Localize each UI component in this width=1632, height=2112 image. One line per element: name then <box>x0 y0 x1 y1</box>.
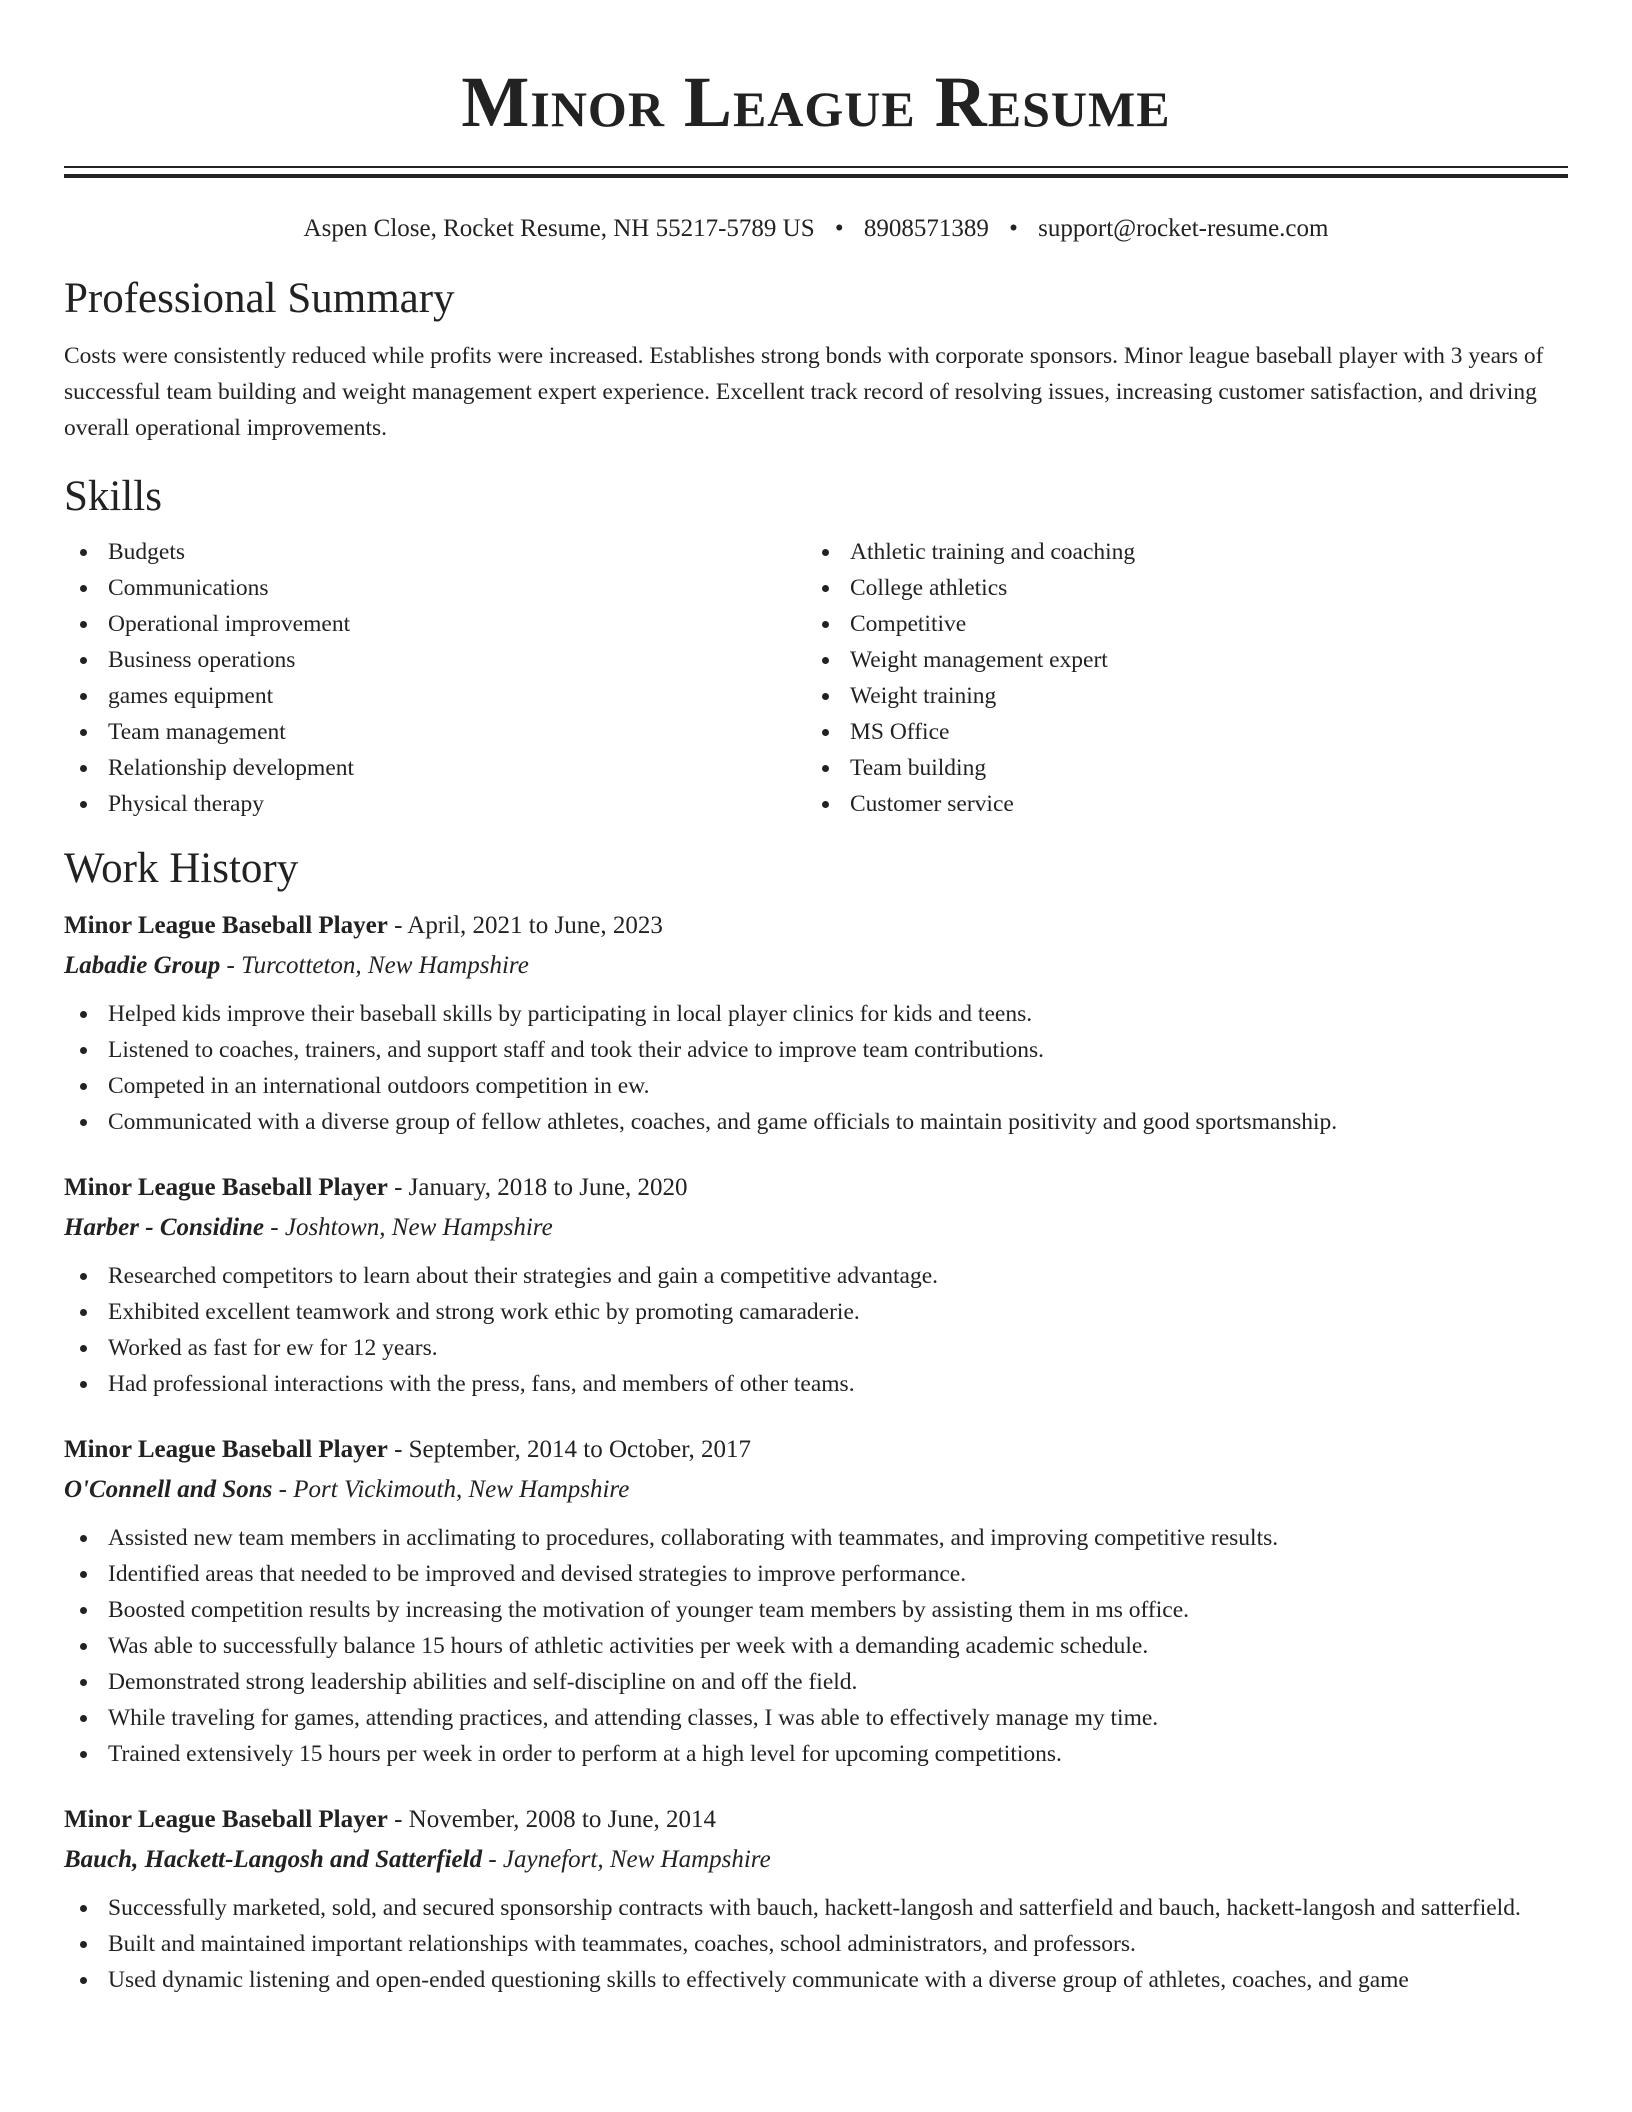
job-dates: - September, 2014 to October, 2017 <box>387 1436 752 1463</box>
job-bullet: Demonstrated strong leadership abilities and self-discipline on and off the field. <box>64 1664 1568 1700</box>
employer-line <box>64 1842 1568 1878</box>
job-company: O'Connell and Sons <box>64 1476 273 1503</box>
skill-item: Weight training <box>806 678 1548 714</box>
job-location: - Turcotteton, New Hampshire <box>220 952 529 979</box>
skill-item: Communications <box>64 570 806 606</box>
contact-email: support@rocket-resume.com <box>1038 215 1329 242</box>
job-bullet: Assisted new team members in acclimating to procedures, collaborating with teammates, and improving competitive results. <box>64 1520 1568 1556</box>
employer-line <box>64 1210 1568 1246</box>
skills-list <box>64 534 1568 822</box>
job-dates: - January, 2018 to June, 2020 <box>387 1174 688 1201</box>
skill-item: College athletics <box>806 570 1548 606</box>
job-bullet: Trained extensively 15 hours per week in order to perform at a high level for upcoming competitions. <box>64 1736 1568 1772</box>
job-company: Labadie Group <box>64 952 221 979</box>
skill-item: Operational improvement <box>64 606 806 642</box>
job-bullet: Boosted competition results by increasing the motivation of younger team members by assisting them in ms office. <box>64 1592 1568 1628</box>
section-heading-skills: Skills <box>64 473 162 520</box>
job-title-line <box>64 1170 1568 1206</box>
job-dates: - April, 2021 to June, 2023 <box>387 912 663 939</box>
job-title: Minor League Baseball Player <box>64 1806 388 1833</box>
job-bullet: Exhibited excellent teamwork and strong work ethic by promoting camaraderie. <box>64 1294 1568 1330</box>
job-title-line <box>64 908 1568 944</box>
job-bullet: Competed in an international outdoors competition in ew. <box>64 1068 1568 1104</box>
job-bullets <box>64 1258 1568 1402</box>
employer-line <box>64 948 1568 984</box>
job-bullet: Was able to successfully balance 15 hours of athletic activities per week with a demanding academic schedule. <box>64 1628 1568 1664</box>
contact-line <box>64 214 1568 244</box>
skills-column-right <box>806 534 1548 822</box>
skill-item: Team management <box>64 714 806 750</box>
job-bullet: Successfully marketed, sold, and secured sponsorship contracts with bauch, hackett-langosh and satterfield and bauch, hackett-langosh and satterfield. <box>64 1890 1568 1926</box>
job-bullet: Communicated with a diverse group of fellow athletes, coaches, and game officials to maintain positivity and good sportsmanship. <box>64 1104 1568 1140</box>
job-location: - Port Vickimouth, New Hampshire <box>272 1476 630 1503</box>
job-title: Minor League Baseball Player <box>64 1436 388 1463</box>
job-bullet: Helped kids improve their baseball skills by participating in local player clinics for kids and teens. <box>64 996 1568 1032</box>
employer-line <box>64 1472 1568 1508</box>
job-bullets <box>64 1520 1568 1772</box>
skill-item: Physical therapy <box>64 786 806 822</box>
skill-item: Competitive <box>806 606 1548 642</box>
skill-item: Weight management expert <box>806 642 1548 678</box>
skill-item: Relationship development <box>64 750 806 786</box>
job-entry <box>64 1170 1568 1402</box>
job-dates: - November, 2008 to June, 2014 <box>387 1806 716 1833</box>
job-bullet: Worked as fast for ew for 12 years. <box>64 1330 1568 1366</box>
skill-item: Business operations <box>64 642 806 678</box>
job-bullet: Built and maintained important relationships with teammates, coaches, school administrators, and professors. <box>64 1926 1568 1962</box>
skill-item: Team building <box>806 750 1548 786</box>
skill-item: games equipment <box>64 678 806 714</box>
job-bullet: Used dynamic listening and open-ended questioning skills to effectively communicate with a diverse group of athletes, coaches, and game <box>64 1962 1568 1998</box>
header-divider-thin <box>64 166 1568 168</box>
job-bullet: Identified areas that needed to be improved and devised strategies to improve performance. <box>64 1556 1568 1592</box>
resume-name: Minor League Resume <box>461 62 1171 142</box>
contact-phone: 8908571389 <box>863 215 989 242</box>
job-location: - Joshtown, New Hampshire <box>264 1214 553 1241</box>
skill-item: Athletic training and coaching <box>806 534 1548 570</box>
job-title: Minor League Baseball Player <box>64 912 388 939</box>
job-title-line <box>64 1432 1568 1468</box>
contact-separator: • <box>834 215 844 242</box>
job-bullet: Had professional interactions with the press, fans, and members of other teams. <box>64 1366 1568 1402</box>
section-heading-work-history: Work History <box>64 845 299 892</box>
skill-item: Customer service <box>806 786 1548 822</box>
contact-address: Aspen Close, Rocket Resume, NH 55217-5789 US <box>303 215 815 242</box>
job-company: Bauch, Hackett-Langosh and Satterfield <box>64 1846 483 1873</box>
summary-text: Costs were consistently reduced while profits were increased. Establishes strong bonds with corporate sponsors. Minor league baseball player with 3 years of successful team building and weight management expert experience. Excellent track record of resolving issues, increasing customer satisfaction, and driving overall operational improvements. <box>64 343 1544 441</box>
contact-separator: • <box>1009 215 1018 242</box>
job-location: - Jaynefort, New Hampshire <box>482 1846 771 1873</box>
job-bullet: Researched competitors to learn about their strategies and gain a competitive advantage. <box>64 1258 1568 1294</box>
job-title: Minor League Baseball Player <box>64 1174 388 1201</box>
job-title-line <box>64 1802 1568 1838</box>
job-bullets <box>64 996 1568 1140</box>
job-company: Harber - Considine <box>64 1214 265 1241</box>
job-entry <box>64 1802 1568 1998</box>
skill-item: MS Office <box>806 714 1548 750</box>
job-entry <box>64 1432 1568 1772</box>
job-entry <box>64 908 1568 1140</box>
job-bullets <box>64 1890 1568 1998</box>
section-heading-summary: Professional Summary <box>64 275 455 322</box>
skills-column-left <box>64 534 806 822</box>
job-bullet: Listened to coaches, trainers, and support staff and took their advice to improve team contributions. <box>64 1032 1568 1068</box>
job-bullet: While traveling for games, attending practices, and attending classes, I was able to effectively manage my time. <box>64 1700 1568 1736</box>
skill-item: Budgets <box>64 534 806 570</box>
resume-page <box>64 0 1568 1998</box>
header-divider-thick <box>64 174 1568 178</box>
